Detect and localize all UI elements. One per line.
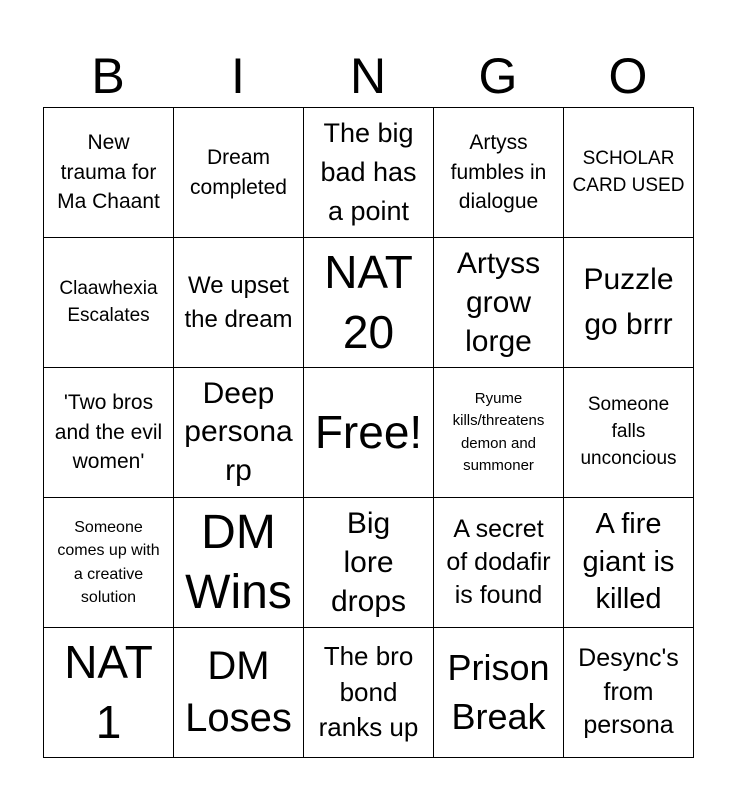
bingo-cell-text: SCHOLAR CARD USED (572, 147, 685, 196)
bingo-cell-text: Big lore drops (330, 507, 407, 618)
bingo-cell[interactable] (434, 238, 564, 368)
bingo-cell-text: 'Two bros and the evil women' (54, 391, 163, 474)
bingo-cell[interactable] (564, 498, 694, 628)
bingo-cell[interactable] (304, 628, 434, 758)
bingo-cell-text: Desync's from persona (578, 643, 679, 740)
bingo-cell-text: Free! (314, 405, 423, 458)
bingo-cell[interactable] (174, 628, 304, 758)
bingo-board (43, 107, 694, 758)
bingo-cell-text: Deep persona rp (184, 376, 293, 487)
bingo-cell-text: Artyss grow lorge (456, 247, 541, 358)
bingo-header (43, 48, 693, 104)
header-letter-b: B (91, 48, 125, 104)
header-letter-n: N (349, 48, 387, 104)
bingo-cell[interactable] (44, 108, 174, 238)
bingo-cell[interactable] (434, 628, 564, 758)
bingo-cell-text: Dream completed (190, 146, 287, 199)
bingo-cell[interactable] (174, 238, 304, 368)
bingo-cell[interactable] (44, 498, 174, 628)
bingo-cell-text: The big bad has a point (320, 118, 417, 226)
header-letter-o: O (608, 48, 648, 104)
bingo-cell[interactable] (564, 368, 694, 498)
bingo-cell-text: We upset the dream (184, 272, 293, 333)
bingo-cell[interactable] (174, 368, 304, 498)
bingo-cell[interactable] (564, 238, 694, 368)
bingo-cell[interactable] (304, 498, 434, 628)
bingo-cell[interactable] (174, 498, 304, 628)
bingo-cell-text: The bro bond ranks up (318, 640, 419, 743)
bingo-cell-text: Claawhexia Escalates (59, 277, 158, 326)
bingo-cell[interactable] (304, 108, 434, 238)
bingo-cell[interactable] (304, 368, 434, 498)
bingo-cell[interactable] (434, 108, 564, 238)
bingo-cell-text: Prison Break (447, 646, 550, 737)
bingo-cell-text: Puzzle go brrr (583, 263, 674, 341)
bingo-cell[interactable] (304, 238, 434, 368)
bingo-cell-text: Someone falls unconcious (580, 394, 677, 469)
header-letter-i: I (231, 48, 245, 104)
bingo-cell-text: Ryume kills/threatens demon and summoner (452, 389, 545, 474)
bingo-cell-text: New trauma for Ma Chaant (57, 131, 160, 214)
bingo-cell[interactable] (564, 108, 694, 238)
bingo-cell-text: Someone comes up with a creative solution (57, 519, 160, 606)
header-letter-g: G (478, 48, 518, 104)
bingo-cell-text: NAT 20 (324, 245, 413, 358)
bingo-cell[interactable] (564, 628, 694, 758)
bingo-cell-text: A secret of dodafir is found (446, 515, 551, 609)
bingo-cell-text: A fire giant is killed (582, 507, 675, 616)
bingo-cell-text: DM Loses (185, 644, 292, 740)
bingo-cell[interactable] (174, 108, 304, 238)
bingo-cell[interactable] (434, 368, 564, 498)
bingo-cell[interactable] (434, 498, 564, 628)
bingo-cell-text: NAT 1 (64, 635, 153, 748)
bingo-cell-text: DM Wins (185, 505, 292, 619)
bingo-cell[interactable] (44, 238, 174, 368)
bingo-cell[interactable] (44, 368, 174, 498)
bingo-cell-text: Artyss fumbles in dialogue (450, 131, 547, 214)
bingo-cell[interactable] (44, 628, 174, 758)
